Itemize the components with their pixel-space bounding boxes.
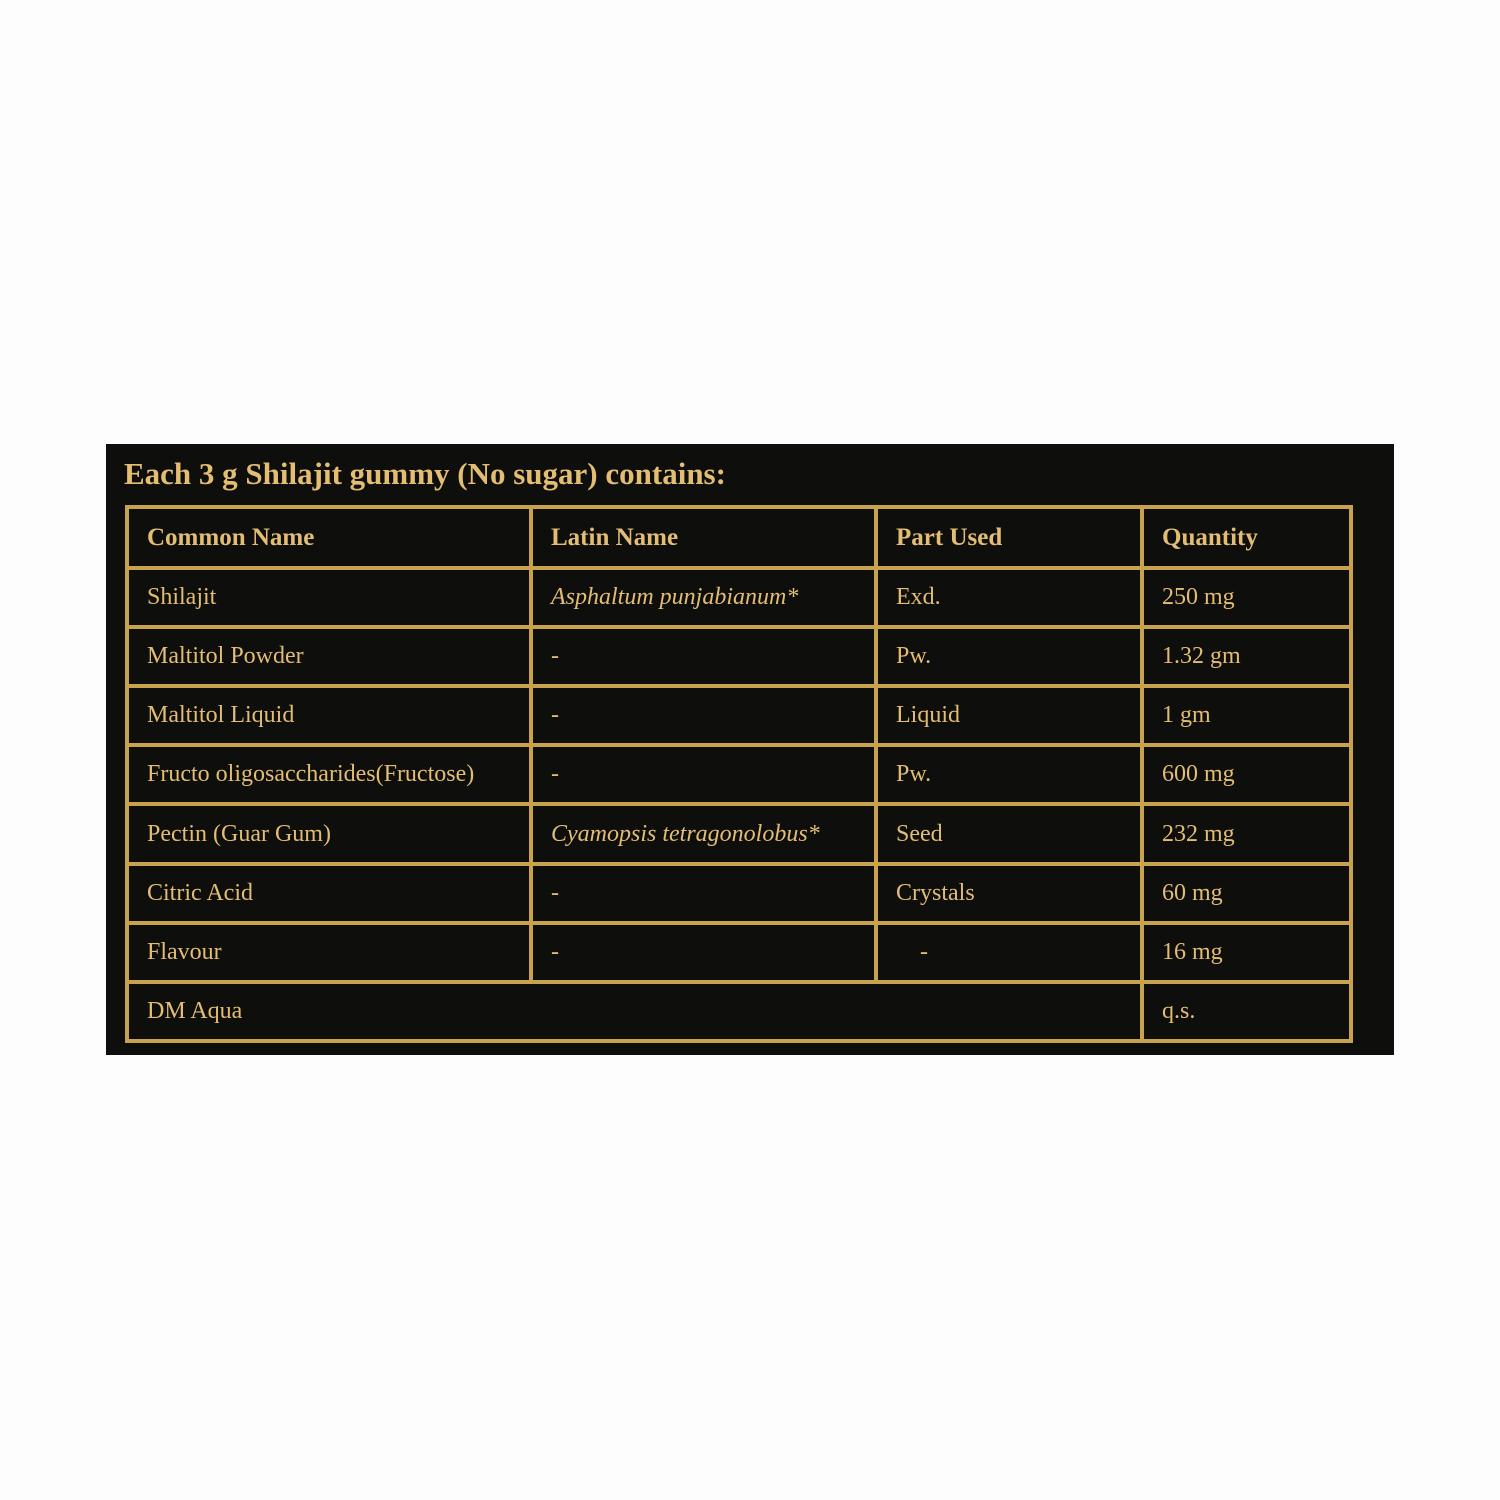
common-name-cell: Maltitol Powder [127, 627, 531, 686]
ingredients-table [125, 505, 1353, 1043]
panel-title: Each 3 g Shilajit gummy (No sugar) contains: [124, 456, 726, 491]
table-row-last [127, 982, 1351, 1041]
quantity-cell: 1.32 gm [1142, 627, 1351, 686]
table-row [127, 804, 1351, 863]
part-used-cell: Liquid [876, 686, 1142, 745]
common-name-cell: Pectin (Guar Gum) [127, 804, 531, 863]
quantity-cell: 600 mg [1142, 745, 1351, 804]
ingredients-panel [106, 444, 1394, 1055]
header-quantity: Quantity [1142, 507, 1351, 568]
latin-name-cell: - [531, 686, 876, 745]
common-name-cell: Flavour [127, 923, 531, 982]
quantity-cell: 232 mg [1142, 804, 1351, 863]
quantity-cell: 1 gm [1142, 686, 1351, 745]
quantity-cell: 16 mg [1142, 923, 1351, 982]
table-row [127, 627, 1351, 686]
table-row [127, 686, 1351, 745]
table-row [127, 745, 1351, 804]
common-name-cell: Fructo oligosaccharides(Fructose) [127, 745, 531, 804]
table-header-row [127, 507, 1351, 568]
latin-name-cell: - [531, 923, 876, 982]
latin-name-cell: - [531, 745, 876, 804]
part-used-cell: Crystals [876, 864, 1142, 923]
table-row [127, 568, 1351, 627]
header-part-used: Part Used [876, 507, 1142, 568]
part-used-cell: Pw. [876, 627, 1142, 686]
common-name-cell: Citric Acid [127, 864, 531, 923]
latin-name-cell: Asphaltum punjabianum* [531, 568, 876, 627]
latin-name-cell: - [531, 864, 876, 923]
quantity-cell: q.s. [1142, 982, 1351, 1041]
common-name-cell: Shilajit [127, 568, 531, 627]
latin-name-cell: Cyamopsis tetragonolobus* [531, 804, 876, 863]
part-used-cell: Seed [876, 804, 1142, 863]
table-row [127, 923, 1351, 982]
part-used-cell: Pw. [876, 745, 1142, 804]
part-used-cell: - [876, 923, 1142, 982]
header-common-name: Common Name [127, 507, 531, 568]
common-name-cell: DM Aqua [127, 982, 1142, 1041]
table-row [127, 864, 1351, 923]
quantity-cell: 250 mg [1142, 568, 1351, 627]
part-used-cell: Exd. [876, 568, 1142, 627]
header-latin-name: Latin Name [531, 507, 876, 568]
quantity-cell: 60 mg [1142, 864, 1351, 923]
common-name-cell: Maltitol Liquid [127, 686, 531, 745]
latin-name-cell: - [531, 627, 876, 686]
